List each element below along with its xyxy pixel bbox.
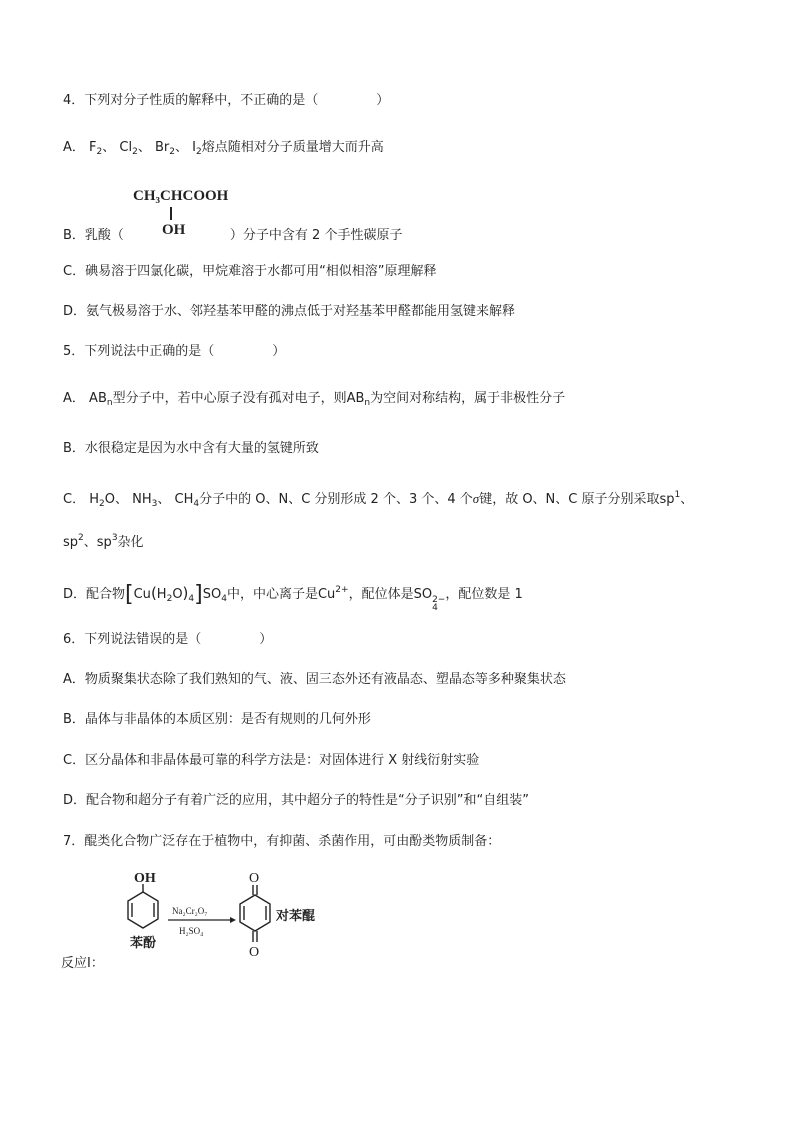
lactic-acid-bond <box>170 207 172 220</box>
q6-option-b: B．晶体与非晶体的本质区别：是否有规则的几何外形 <box>63 712 371 727</box>
q4-option-d: D．氨气极易溶于水、邻羟基苯甲醛的沸点低于对羟基苯甲醛都能用氢键来解释 <box>63 304 516 319</box>
q4-option-c: C．碘易溶于四氯化碳，甲烷难溶于水都可用“相似相溶”原理解释 <box>63 264 437 279</box>
quinone-o-top: O <box>249 871 260 886</box>
q5-option-a: A． $AB_n$型分子中，若中心原子没有孤对电子，则$AB_n$为空间对称结构，属于非极性分子 <box>63 391 566 408</box>
q5-option-c-continued: $sp^2$、$sp^3$杂化 <box>63 533 144 550</box>
q6-stem: 6．下列说法错误的是（ ） <box>63 632 273 647</box>
reaction-scheme <box>60 864 360 974</box>
q5-option-d: D．配合物$[Cu(H_2O)_4]SO_4$中，中心离子是$Cu^{2+}$，配位体是SO 2− 4 ，配位数是 1 <box>63 582 523 613</box>
q4-stem: 4．下列对分子性质的解释中，不正确的是（ ） <box>63 93 390 108</box>
q6-option-d: D．配合物和超分子有着广泛的应用，其中超分子的特性是“分子识别”和“自组装” <box>63 793 529 808</box>
q5-option-c: C． $H_2O$、 $NH_3$、 $CH_4$分子中的 O、N、C 分别形成 2 个、3 个、4 个σ键，故 O、N、C 原子分别采取$sp^1$、 <box>63 490 694 509</box>
phenol-label: 苯酚 <box>130 936 157 951</box>
reagent-top: Na₂Cr₂O₇ <box>172 906 208 916</box>
reaction-diagram <box>60 864 360 974</box>
reaction-arrow-head <box>230 917 236 923</box>
phenol-ring <box>128 884 158 928</box>
quinone-label: 对苯醌 <box>276 909 316 924</box>
quinone-o-bottom: O <box>249 945 260 960</box>
q6-option-a: A．物质聚集状态除了我们熟知的气、液、固三态外还有液晶态、塑晶态等多种聚集状态 <box>63 672 566 687</box>
lactic-acid-formula-bottom: OH <box>162 222 186 238</box>
phenol-oh: OH <box>134 871 156 886</box>
q7-stem: 7．醌类化合物广泛存在于植物中，有抑菌、杀菌作用，可由酚类物质制备： <box>63 834 501 849</box>
reaction-label: 反应Ⅰ： <box>61 956 104 971</box>
quinone-ring <box>240 885 270 942</box>
q5-stem: 5．下列说法中正确的是（ ） <box>63 344 286 359</box>
q4-option-b: B．乳酸（ ）分子中含有 2 个手性碳原子 <box>63 228 403 243</box>
q4-option-a: A． $F_2$、 $Cl_2$、 $Br_2$、 $I_2$熔点随相对分子质量增大而升高 <box>63 140 384 157</box>
reagent-bottom: H₂SO₄ <box>179 926 204 936</box>
lactic-acid-formula-top: CH₃CHCOOH <box>133 188 229 204</box>
q6-option-c: C．区分晶体和非晶体最可靠的科学方法是：对固体进行 X 射线衍射实验 <box>63 753 480 768</box>
q5-option-b: B．水很稳定是因为水中含有大量的氢键所致 <box>63 441 319 456</box>
